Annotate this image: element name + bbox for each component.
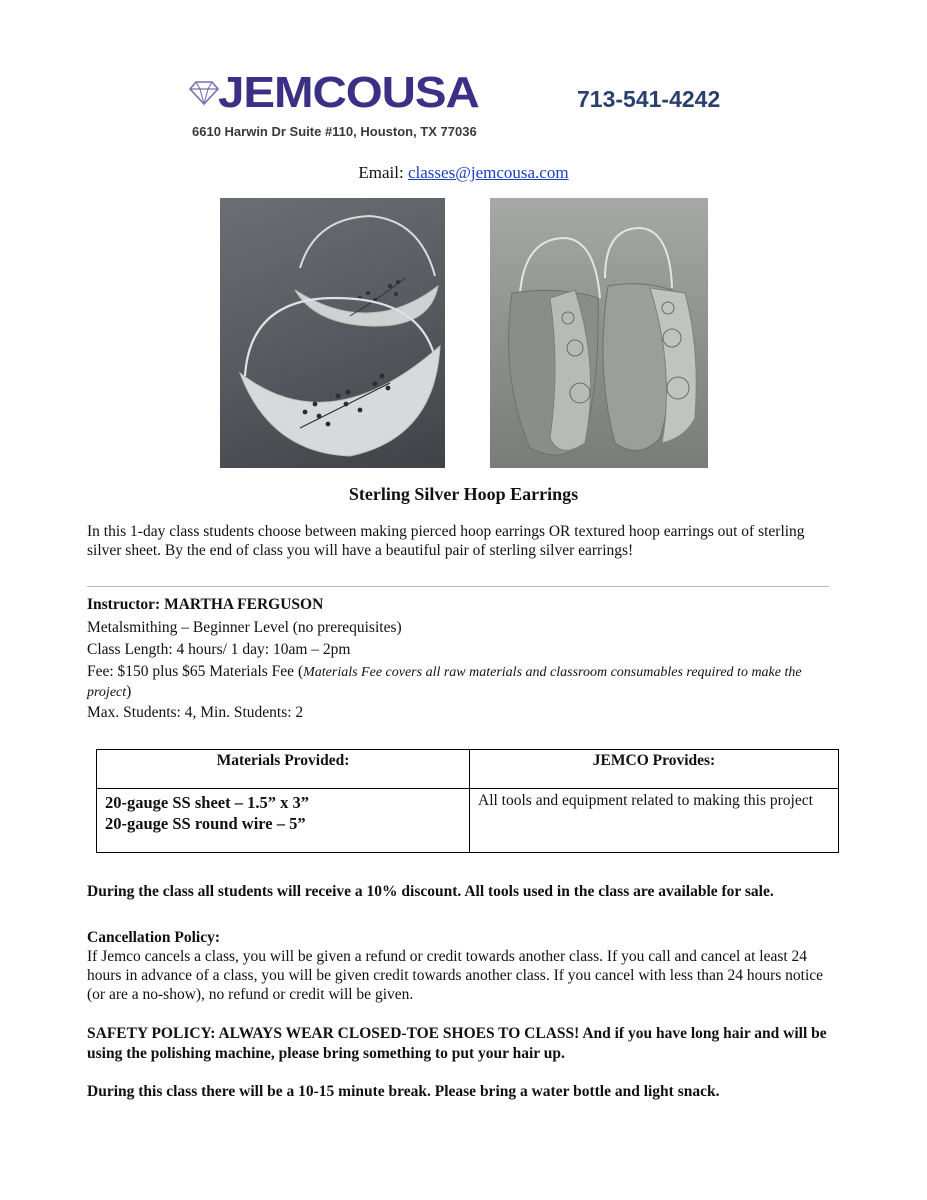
instructor-name: MARTHA FERGUSON bbox=[164, 596, 324, 613]
class-length-line: Class Length: 4 hours/ 1 day: 10am – 2pm bbox=[87, 641, 351, 658]
students-line: Max. Students: 4, Min. Students: 2 bbox=[87, 704, 304, 721]
jemco-logo bbox=[188, 68, 518, 144]
email-label: Email: bbox=[358, 163, 408, 182]
textured-hoop-earrings-photo bbox=[490, 198, 708, 468]
fee-text: Fee: $150 plus $65 Materials Fee ( bbox=[87, 663, 304, 680]
discount-note: During the class all students will receive a 10% discount. All tools used in the class are available for sale. bbox=[87, 883, 774, 900]
pierced-hoop-earrings-photo bbox=[220, 198, 445, 468]
fee-close: ) bbox=[126, 683, 132, 700]
intro-paragraph: In this 1-day class students choose between making pierced hoop earrings OR textured hoop earrings out of sterling silver sheet. By the end of class you will have a beautiful pair of sterling silver earrings! bbox=[87, 523, 805, 559]
fee-line bbox=[87, 662, 842, 702]
email-line bbox=[0, 163, 927, 183]
company-address: 6610 Harwin Dr Suite #110, Houston, TX 77036 bbox=[192, 124, 477, 139]
jemco-provides-text: All tools and equipment related to making this project bbox=[478, 792, 813, 809]
list-item: 20-gauge SS round wire – 5” bbox=[105, 814, 306, 833]
cancellation-text: If Jemco cancels a class, you will be given a refund or credit towards another class. If you call and cancel at least 24 hours in advance of a class, you will be given credit towards another class. If you cancel with less than 24 hours notice (or are a no-show), no refund or credit will be given. bbox=[87, 948, 824, 1003]
level-line: Metalsmithing – Beginner Level (no prerequisites) bbox=[87, 619, 402, 636]
materials-table bbox=[96, 749, 839, 853]
materials-provided-header: Materials Provided: bbox=[216, 752, 350, 769]
materials-list bbox=[105, 792, 309, 834]
fee-note: Materials Fee covers all raw materials and classroom consumables required to make the project bbox=[87, 665, 802, 700]
safety-policy: SAFETY POLICY: ALWAYS WEAR CLOSED-TOE SHOES TO CLASS! And if you have long hair and will be using the polishing machine, please bring something to put your hair up. bbox=[87, 1025, 827, 1062]
divider bbox=[87, 586, 829, 587]
diamond-icon bbox=[188, 80, 220, 106]
list-item: 20-gauge SS sheet – 1.5” x 3” bbox=[105, 793, 309, 812]
cancellation-heading: Cancellation Policy: bbox=[87, 929, 221, 946]
phone-number: 713-541-4242 bbox=[577, 86, 721, 112]
email-link[interactable]: classes@jemcousa.com bbox=[407, 163, 569, 182]
instructor-label: Instructor: bbox=[87, 596, 165, 613]
class-title: Sterling Silver Hoop Earrings bbox=[348, 484, 579, 504]
brand-name: JEMCOUSA bbox=[218, 68, 479, 117]
instructor-line bbox=[87, 595, 847, 614]
break-note: During this class there will be a 10-15 minute break. Please bring a water bottle and light snack. bbox=[87, 1083, 720, 1100]
jemco-provides-header: JEMCO Provides: bbox=[592, 752, 716, 769]
